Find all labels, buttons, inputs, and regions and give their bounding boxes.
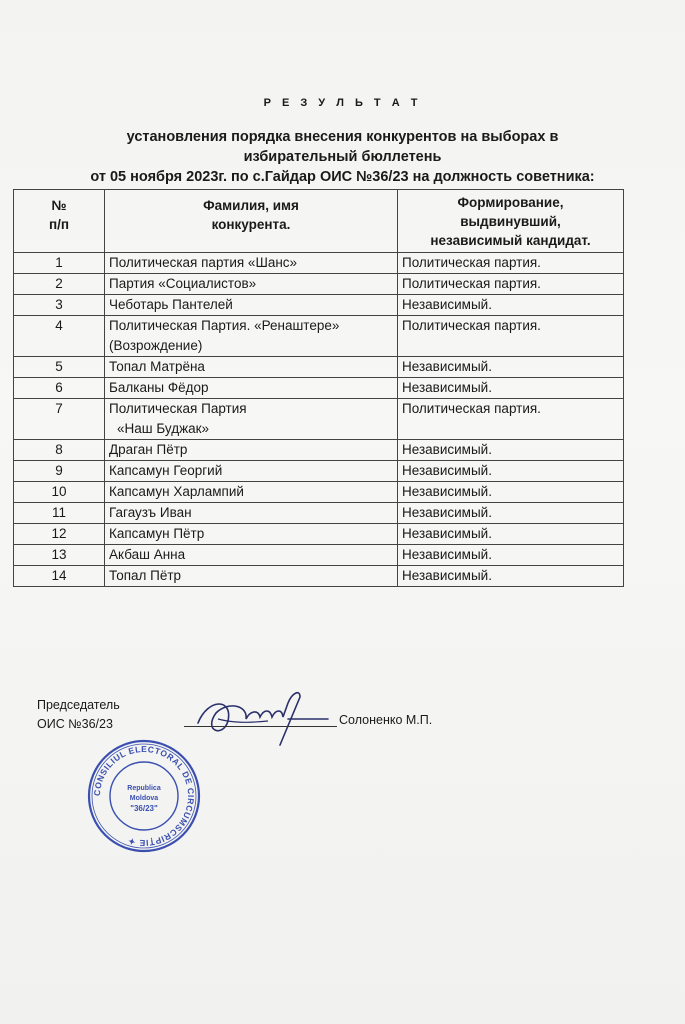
row-name: Капсамун Пётр <box>105 524 398 545</box>
row-num: 12 <box>14 524 105 545</box>
row-name: Капсамун Харлампий <box>105 482 398 503</box>
row-name: Партия «Социалистов» <box>105 274 398 295</box>
row-num: 10 <box>14 482 105 503</box>
table-row <box>14 524 624 545</box>
handwritten-signature <box>188 683 338 753</box>
row-num: 9 <box>14 461 105 482</box>
row-num: 5 <box>14 357 105 378</box>
row-num: 1 <box>14 253 105 274</box>
table-row <box>14 357 624 378</box>
signer-name: Солоненко М.П. <box>339 713 433 727</box>
row-num: 6 <box>14 378 105 399</box>
row-num: 4 <box>14 316 105 357</box>
row-name: Гагаузъ Иван <box>105 503 398 524</box>
row-name: Политическая Партия. «Ренаштере» (Возрождение) <box>105 316 398 357</box>
row-num: 7 <box>14 399 105 440</box>
header-formation: Формирование, выдвинувший, независимый кандидат. <box>398 190 624 253</box>
row-formation: Независимый. <box>398 566 624 587</box>
row-num: 3 <box>14 295 105 316</box>
table-row <box>14 503 624 524</box>
row-name: Балканы Фёдор <box>105 378 398 399</box>
row-num: 2 <box>14 274 105 295</box>
row-name: Топал Матрёна <box>105 357 398 378</box>
table-row <box>14 253 624 274</box>
document-title: Р Е З У Л Ь Т А Т <box>263 97 422 109</box>
row-formation: Независимый. <box>398 482 624 503</box>
table-row <box>14 440 624 461</box>
table-row <box>14 545 624 566</box>
table-row <box>14 274 624 295</box>
chair-role-line-2: ОИС №36/23 <box>37 717 113 731</box>
row-formation: Независимый. <box>398 440 624 461</box>
table-row <box>14 316 624 357</box>
chair-role-line-1: Председатель <box>37 698 120 712</box>
row-name: Топал Пётр <box>105 566 398 587</box>
table-row <box>14 461 624 482</box>
row-formation: Независимый. <box>398 357 624 378</box>
row-formation: Политическая партия. <box>398 316 624 357</box>
subtitle-line-1: установления порядка внесения конкурентов на выборах в <box>126 129 559 145</box>
row-formation: Независимый. <box>398 503 624 524</box>
stamp-line-3: "36/23" <box>130 804 158 813</box>
row-formation: Независимый. <box>398 295 624 316</box>
table-row <box>14 378 624 399</box>
table-row <box>14 295 624 316</box>
subtitle-line-2: избирательный бюллетень <box>243 149 442 165</box>
table-header-row <box>14 190 624 253</box>
row-formation: Политическая партия. <box>398 274 624 295</box>
row-formation: Независимый. <box>398 461 624 482</box>
row-formation: Независимый. <box>398 378 624 399</box>
table-row <box>14 566 624 587</box>
table-row <box>14 399 624 440</box>
row-formation: Политическая партия. <box>398 253 624 274</box>
results-table <box>13 189 624 587</box>
row-formation: Независимый. <box>398 524 624 545</box>
document-subtitle <box>20 127 665 187</box>
row-name: Акбаш Анна <box>105 545 398 566</box>
header-name: Фамилия, имя конкурента. <box>105 190 398 253</box>
row-num: 14 <box>14 566 105 587</box>
row-name: Драган Пётр <box>105 440 398 461</box>
row-num: 11 <box>14 503 105 524</box>
subtitle-line-3: от 05 ноября 2023г. по с.Гайдар ОИС №36/23 на должность советника: <box>90 169 595 185</box>
row-name: Чеботарь Пантелей <box>105 295 398 316</box>
row-formation: Политическая партия. <box>398 399 624 440</box>
row-name: Капсамун Георгий <box>105 461 398 482</box>
row-formation: Независимый. <box>398 545 624 566</box>
stamp-line-1: Republica <box>127 785 161 792</box>
svg-text:CONSILIUL ELECTORAL DE CIRCUMS: CONSILIUL ELECTORAL DE CIRCUMSCRIPȚIE ✦ <box>91 743 197 849</box>
row-num: 13 <box>14 545 105 566</box>
chair-role <box>37 696 120 734</box>
header-num: № п/п <box>14 190 105 253</box>
row-name: Политическая Партия «Наш Буджак» <box>105 399 398 440</box>
stamp-line-2: Moldova <box>129 795 159 802</box>
signature-line <box>184 726 337 727</box>
official-stamp <box>86 738 202 854</box>
table-row <box>14 482 624 503</box>
row-name: Политическая партия «Шанс» <box>105 253 398 274</box>
row-num: 8 <box>14 440 105 461</box>
